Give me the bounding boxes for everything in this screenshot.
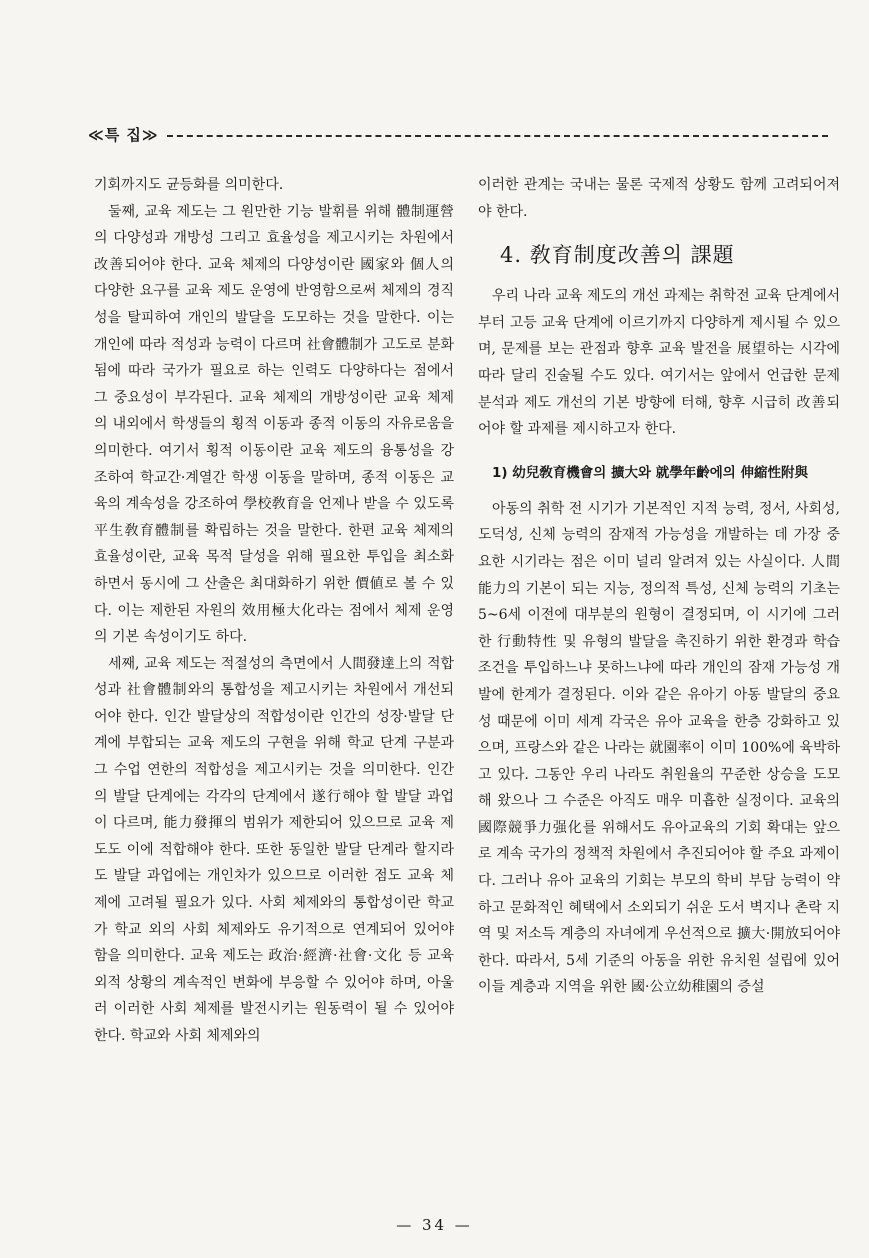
- section-title: 4. 敎育制度改善의 課題: [500, 243, 735, 268]
- subsection-title: 1) 幼兒敎育機會의 擴大와 就學年齡에의 伸縮性附與: [492, 464, 809, 481]
- header-dashed-rule: [167, 135, 828, 137]
- page-header: [88, 122, 828, 146]
- right-intro-paragraph: 이러한 관계는 국내는 물론 국제적 상황도 함께 고려되어져야 한다.: [478, 177, 840, 220]
- left-column: [94, 172, 454, 1050]
- right-column: [478, 172, 840, 1001]
- left-paragraph-2: 둘째, 교육 제도는 그 원만한 기능 발휘를 위해 體制運營의 다양성과 개방성 그리고 효율성을 제고시키는 차원에서 改善되어야 한다. 교육 체제의 다양성이란 國家와 個人의 다양한 요구를 교육 제도 운영에 반영함으로써 체제의 경직성을 탈피하여 개인의 발달을 도모하는 것을 말한다. 이는 개인에 따라 적성과 능력이 다르며 社會體制가 고도로 분화됨에 따라 국가가 필요로 하는 인력도 다양하다는 점에서 그 중요성이 부각된다. 교육 체제의 개방성이란 교육 체제의 내외에서 학생들의 횡적 이동과 종적 이동의 자유로움을 의미한다. 여기서 횡적 이동이란 교육 제도의 융통성을 강조하여 학교간·계열간 학생 이동을 말하며, 종적 이동은 교육의 계속성을 강조하여 學校敎育을 언제나 받을 수 있도록 平生敎育體制를 확립하는 것을 말한다. 한편 교육 체제의 효율성이란, 교육 목적 달성을 위해 필요한 투입을 최소화하면서 동시에 그 산출은 최대화하기 위한 價値로 볼 수 있다. 이는 제한된 자원의 效用極大化라는 점에서 체제 운영의 기본 속성이기도 하다.: [94, 203, 454, 646]
- page-number: — 34 —: [396, 1216, 473, 1234]
- left-paragraph-1: 기회까지도 균등화를 의미한다.: [94, 177, 284, 193]
- section-label: ≪특 집≫: [88, 125, 159, 144]
- section-paragraph: 우리 나라 교육 제도의 개선 과제는 취학전 교육 단계에서부터 고등 교육 단계에 이르기까지 다양하게 제시될 수 있으며, 문제를 보는 관점과 향후 교육 발전을 展望하는 시각에 따라 달리 진술될 수도 있다. 여기서는 앞에서 언급한 문제 분석과 제도 개선의 기본 방향에 터해, 향후 시급히 改善되어야 할 과제를 제시하고자 한다.: [478, 288, 840, 438]
- left-paragraph-3: 세째, 교육 제도는 적절성의 측면에서 人間發達上의 적합성과 社會體制와의 통합성을 제고시키는 차원에서 개선되어야 한다. 인간 발달상의 적합성이란 인간의 성장·발달 단계에 부합되는 교육 제도의 구현을 위해 학교 단계 구분과 그 수업 연한의 적합성을 제고시키는 것을 의미한다. 인간의 발달 단계에는 각각의 단계에서 遂行해야 할 발달 과업이 다르며, 能力發揮의 범위가 제한되어 있으므로 교육 제도도 이에 적합해야 한다. 또한 동일한 발달 단계라 할지라도 발달 과업에는 개인차가 있으므로 이러한 점도 교육 체제에 고려될 필요가 있다. 사회 체제와의 통합성이란 학교가 학교 외의 사회 체제와도 유기적으로 연계되어 있어야 함을 의미한다. 교육 제도는 政治·經濟·社會·文化 등 교육 외적 상황의 계속적인 변화에 부응할 수 있어야 하며, 아울러 이러한 사회 체제를 발전시키는 원동력이 될 수 있어야 한다. 학교와 사회 체제와의: [94, 655, 454, 1044]
- subsection-paragraph: 아동의 취학 전 시기가 기본적인 지적 능력, 정서, 사회성, 도덕성, 신체 능력의 잠재적 가능성을 개발하는 데 가장 중요한 시기라는 점은 이미 널리 알려져 있는 사실이다. 人間能力의 기본이 되는 지능, 정의적 특성, 신체 능력의 기초는 5~6세 이전에 대부분의 원형이 결정되며, 이 시기에 그러한 行動特性 및 유형의 발달을 촉진하기 위한 환경과 학습 조건을 투입하느냐 못하느냐에 따라 개인의 잠재 가능성 개발에 한계가 결정된다. 이와 같은 유아기 아동 발달의 중요성 때문에 이미 세계 각국은 유아 교육을 한층 강화하고 있으며, 프랑스와 같은 나라는 就園率이 이미 100%에 육박하고 있다. 그동안 우리 나라도 취원율의 꾸준한 상승을 도모해 왔으나 그 수준은 아직도 매우 미흡한 실정이다. 교육의 國際競爭力强化를 위해서도 유아교육의 기회 확대는 앞으로 계속 국가의 정책적 차원에서 추진되어야 할 주요 과제이다. 그러나 유아 교육의 기회는 부모의 학비 부담 능력이 약하고 문화적인 혜택에서 소외되기 쉬운 도서 벽지나 촌락 지역 및 저소득 계층의 자녀에게 우선적으로 擴大·開放되어야 한다. 따라서, 5세 기준의 아동을 위한 유치원 설립에 있어 이들 계층과 지역을 위한 國·公立幼稚園의 증설: [478, 500, 840, 996]
